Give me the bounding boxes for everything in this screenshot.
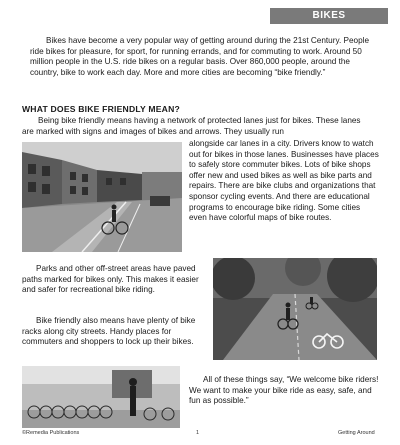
- intro-paragraph: Bikes have become a very popular way of getting around during the 21st Century. People ride bikes for pleasure, for sport, for running errands, and for commuting to work. Around 50 million people in the U.S. ride bikes on a regular basis. Over 860,000 people, around the country, bike to work each day. More and more cities are becoming “bike friendly.”: [30, 36, 369, 77]
- bike-racks-paragraph: Bike friendly also means have plenty of bike racks along city streets. Handy places for commuters and shoppers to lock up their bikes.: [22, 316, 196, 347]
- street-scene-image: [22, 142, 182, 252]
- series-title: Getting Around: [338, 430, 375, 436]
- publisher-credit: ©Remedia Publications: [22, 430, 80, 436]
- park-bike-path-photo: [213, 258, 377, 360]
- bike-friendly-paragraph-start: Being bike friendly means having a network of protected lanes just for bikes. These lanes are marked with signs and images of bikes and arrows. They usually run: [22, 116, 361, 136]
- page-number: 1: [196, 430, 200, 436]
- section-heading: WHAT DOES BIKE FRIENDLY MEAN?: [22, 104, 180, 114]
- bike-path-image: [213, 258, 377, 360]
- bike-racks-photo: [22, 366, 180, 428]
- section-tab: BIKES: [270, 8, 388, 24]
- parks-paragraph: Parks and other off-street areas have paved paths marked for bikes only. This makes it easier and safer for recreational bike riding.: [22, 264, 199, 295]
- closing-paragraph: All of these things say, “We welcome bike riders! We want to make your bike ride as easy, safe, and fun as possible.”: [189, 375, 379, 406]
- street-bike-lane-photo: [22, 142, 182, 252]
- bike-friendly-paragraph-continued: alongside car lanes in a city. Drivers know to watch out for bikes in those lanes. Businesses have places to safely store commuter bikes. Lots of bike shops offer new and used bikes as well as bike parts and repairs. There are bike clubs and organizations that sponsor cycling events. And there are educational programs to encourage bike riding. Some cities even have colorful maps of bike routes.: [189, 139, 379, 223]
- bike-racks-image: [22, 366, 180, 428]
